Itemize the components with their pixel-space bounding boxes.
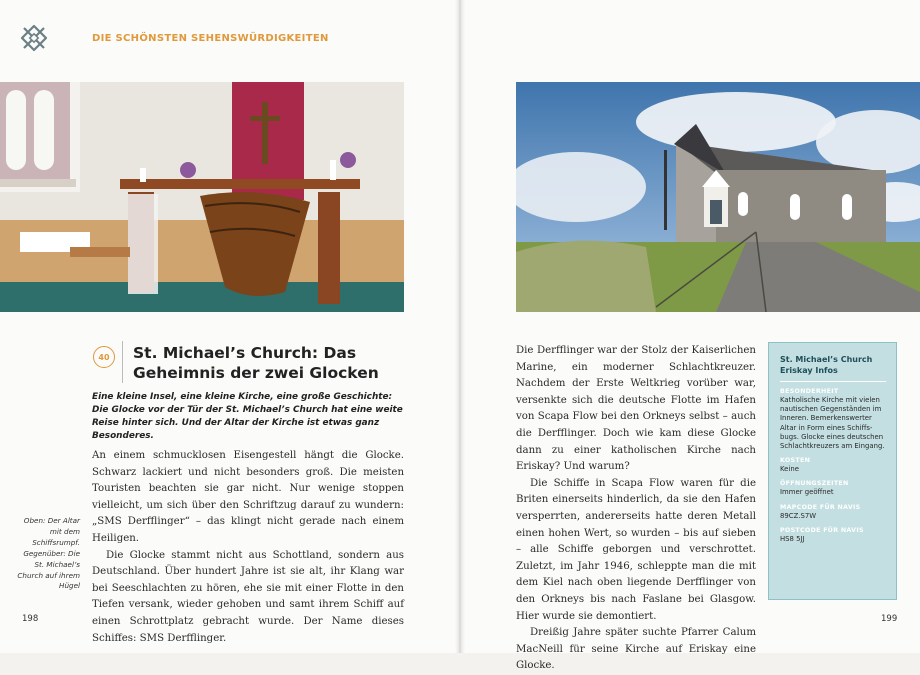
left-paragraph-1: An einem schmucklosen Eisengestell hängt die Glocke. Schwarz lackiert und nicht besonders groß. Die meisten Touristen beachten sie gar nicht. Nur wenige stoppen vielleicht, um sich über den Schriftzug darauf zu wundern: „SMS Derfflinger“ – das klingt nicht gerade nach einem Heiligen. xyxy=(92,450,404,544)
info-value-besonderheit: Katholische Kirche mit vielen nautischen Gegenständen im Inneren. Bemerkenswerter Altar in Form eines Schiffsbugs. Glocke eines deutschen Schlachtkreuzers am Eingang. xyxy=(780,396,885,451)
celtic-knot-logo-icon xyxy=(20,24,48,52)
info-label-kosten: KOSTEN xyxy=(780,457,811,465)
info-box xyxy=(768,342,897,600)
info-label-besonderheit: BESONDERHEIT xyxy=(780,388,839,395)
info-box-title: St. Michael’s Church Eriskay Infos xyxy=(780,355,873,375)
right-body-column xyxy=(516,343,756,675)
info-label-oeffnungszeiten: ÖFFNUNGSZEITEN xyxy=(780,480,849,488)
info-value-kosten: Keine xyxy=(780,465,799,474)
page-number-left: 198 xyxy=(22,614,39,624)
info-value-mapcode: 89CZ.S7W xyxy=(780,511,817,520)
info-label-postcode: POSTCODE FÜR NAVIS xyxy=(780,526,864,534)
info-box-divider xyxy=(780,381,886,382)
info-label-mapcode: MAPCODE FÜR NAVIS xyxy=(780,503,861,511)
right-paragraph-2: Die Schiffe in Scapa Flow waren für die Briten einerseits hinderlich, da sie den Hafen versperrten, andererseits hatte deren Metall einen hohen Wert, so wurden – bis auf sieben – alle Schiffe geborgen und verschrottet. Zuletzt, im Jahr 1946, schleppte man die mit dem Kiel nach oben liegende Derfflinger von den Orkneys bis nach Faslane bei Glasgow. Hier wurde sie demontiert. xyxy=(516,477,756,622)
left-body-column xyxy=(92,448,404,647)
info-value-oeffnungszeiten: Immer geöffnet xyxy=(780,488,834,497)
chapter-title-line2: Geheimnis der zwei Glocken xyxy=(133,364,379,382)
chapter-lead: Eine kleine Insel, eine kleine Kirche, eine große Geschichte: Die Glocke vor der Tür der St. Michael’s Church hat eine weite Reise hinter sich. Und der Altar der Kirche ist etwas ganz Besonderes. xyxy=(92,392,403,441)
info-value-postcode: HS8 5JJ xyxy=(780,534,805,543)
chapter-number-badge: 40 xyxy=(93,346,115,368)
page-number-right: 199 xyxy=(881,614,898,624)
right-paragraph-1: Die Derfflinger war der Stolz der Kaiserlichen Marine, ein moderner Schlachtkreuzer. Nachdem der Erste Weltkrieg vorüber war, versenkte sich die deutsche Flotte im Hafen von Scapa Flow bei den Orkneys selbst – auch die Derfflinger. Doch wie kam diese Glocke dann zu einer katholischen Kirche nach Eriskay? Und warum? xyxy=(516,345,756,473)
book-gutter xyxy=(455,0,465,653)
left-paragraph-2: Die Glocke stammt nicht aus Schottland, sondern aus Deutschland. Über hundert Jahre ist sie alt, ihr Klang war bei Seeschlachten zu hören, ehe sie mit einer Flotte in den Tiefen versank, wieder gehoben und samt ihrem Schiff auf einen Schrottplatz gebracht wurde. Der Name dieses Schiffes: SMS Derfflinger. xyxy=(92,549,404,644)
title-divider xyxy=(122,341,123,383)
photo-caption: Oben: Der Altar mit dem Schiffsrumpf. Gegenüber: Die St. Michael’s Church auf ihrem Hügel xyxy=(17,516,80,591)
running-head: DIE SCHÖNSTEN SEHENSWÜRDIGKEITEN xyxy=(92,33,329,44)
photo-church-exterior xyxy=(516,82,920,312)
photo-church-interior xyxy=(0,82,404,312)
right-paragraph-3: Dreißig Jahre später suchte Pfarrer Calum MacNeill für seine Kirche auf Eriskay eine Glocke. xyxy=(516,627,756,672)
chapter-title xyxy=(133,343,403,383)
chapter-title-line1: St. Michael’s Church: Das xyxy=(133,344,357,362)
